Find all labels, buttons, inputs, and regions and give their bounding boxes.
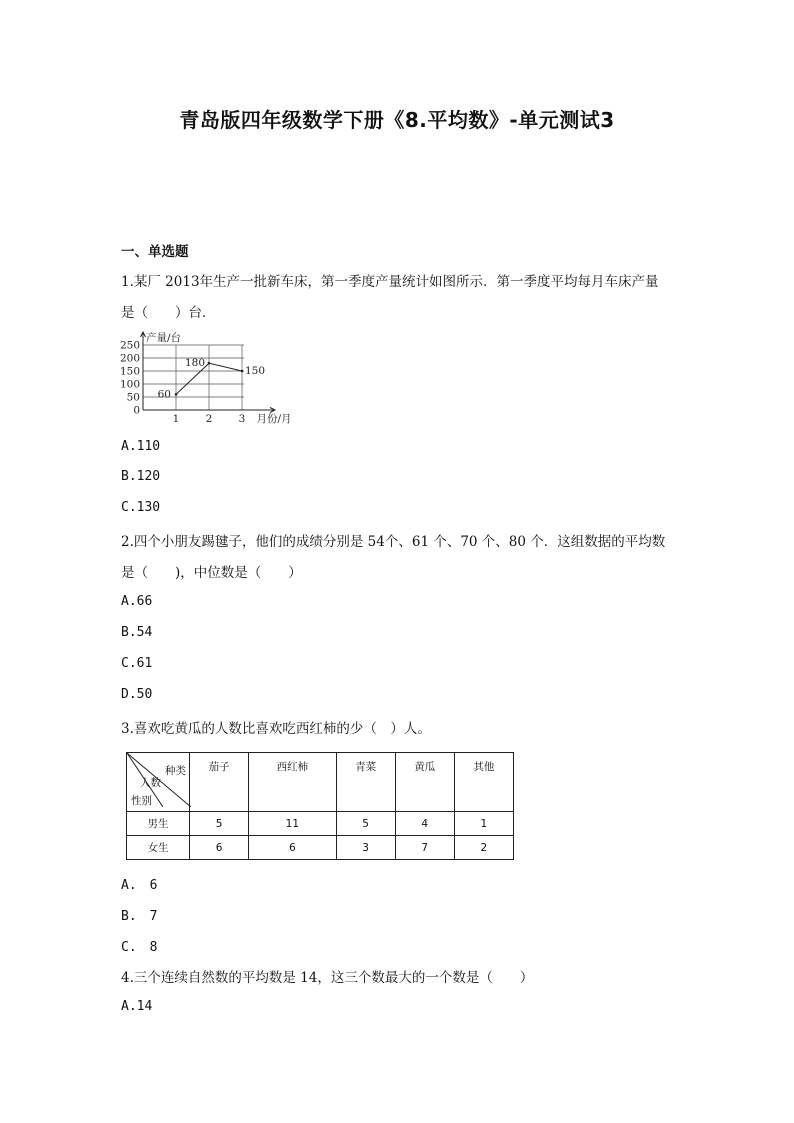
table-cell: 4 bbox=[395, 812, 454, 836]
question-3-option-a: A. 6 bbox=[121, 878, 158, 893]
question-1-option-a: A.110 bbox=[121, 439, 161, 454]
row-label: 男生 bbox=[127, 812, 190, 836]
y-axis-title: 产量/台 bbox=[146, 332, 182, 344]
table-corner-cell bbox=[127, 753, 190, 812]
x-tick-label: 2 bbox=[205, 413, 213, 425]
y-tick-label: 50 bbox=[126, 391, 140, 404]
question-1-line-1: 1.某厂 2013年生产一批新车床，第一季度产量统计如图所示．第一季度平均每月车床产量 bbox=[121, 274, 659, 290]
question-2-option-c: C.61 bbox=[121, 656, 153, 671]
table-cell: 7 bbox=[395, 836, 454, 860]
table-cell: 6 bbox=[190, 836, 249, 860]
corner-label-type: 种类 bbox=[165, 765, 186, 777]
x-tick-label: 3 bbox=[238, 413, 246, 425]
table-cell: 2 bbox=[454, 836, 513, 860]
question-2-option-b: B.54 bbox=[121, 625, 153, 640]
table-cell: 5 bbox=[190, 812, 249, 836]
y-tick-label: 200 bbox=[119, 352, 140, 365]
question-4-option-a: A.14 bbox=[121, 999, 153, 1014]
question-1-option-c: C.130 bbox=[121, 500, 161, 515]
table-cell: 3 bbox=[336, 836, 395, 860]
question-4-line-1: 4.三个连续自然数的平均数是 14，这三个数最大的一个数是（ ） bbox=[121, 970, 534, 986]
y-tick-label: 150 bbox=[119, 365, 140, 378]
y-tick-label: 100 bbox=[119, 378, 140, 391]
column-header: 其他 bbox=[454, 753, 513, 812]
question-3-line-1: 3.喜欢吃黄瓜的人数比喜欢吃西红柿的少（ ）人。 bbox=[121, 721, 431, 737]
question-2-line-1: 2.四个小朋友踢毽子，他们的成绩分别是 54个、61 个、70 个、80 个．这组数据的平均数 bbox=[121, 534, 666, 550]
table-cell: 6 bbox=[249, 836, 336, 860]
table-cell: 11 bbox=[249, 812, 336, 836]
question-1-line-2: 是（ ）台． bbox=[121, 305, 216, 321]
data-label: 60 bbox=[157, 388, 171, 401]
data-point bbox=[175, 393, 178, 396]
data-label: 150 bbox=[245, 365, 266, 377]
data-point bbox=[208, 362, 211, 365]
production-line-chart bbox=[116, 330, 316, 426]
question-2-line-2: 是（ )，中位数是（ ） bbox=[121, 565, 302, 581]
table-cell: 1 bbox=[454, 812, 513, 836]
table-row bbox=[127, 836, 514, 860]
data-label: 180 bbox=[184, 357, 205, 370]
question-3-option-c: C. 8 bbox=[121, 940, 158, 955]
table-header-row bbox=[127, 753, 514, 812]
column-header: 青菜 bbox=[336, 753, 395, 812]
question-3-option-b: B. 7 bbox=[121, 909, 158, 924]
section-heading: 一、单选题 bbox=[121, 244, 189, 260]
row-label: 女生 bbox=[127, 836, 190, 860]
corner-label-count: 人数 bbox=[140, 777, 161, 789]
column-header: 茄子 bbox=[190, 753, 249, 812]
vegetable-preference-table bbox=[126, 752, 514, 860]
question-2-option-a: A.66 bbox=[121, 594, 153, 609]
y-tick-label: 0 bbox=[133, 404, 140, 417]
document-title: 青岛版四年级数学下册《8.平均数》-单元测试3 bbox=[179, 108, 615, 132]
question-2-option-d: D.50 bbox=[121, 687, 153, 702]
column-header: 西红柿 bbox=[249, 753, 336, 812]
table-cell: 5 bbox=[336, 812, 395, 836]
x-tick-label: 1 bbox=[172, 413, 180, 425]
corner-label-gender: 性别 bbox=[131, 795, 152, 807]
question-1-option-b: B.120 bbox=[121, 469, 161, 484]
y-tick-label: 250 bbox=[119, 339, 140, 352]
table-row bbox=[127, 812, 514, 836]
column-header: 黄瓜 bbox=[395, 753, 454, 812]
data-point bbox=[241, 370, 244, 373]
x-axis-title: 月份/月 bbox=[256, 413, 292, 425]
